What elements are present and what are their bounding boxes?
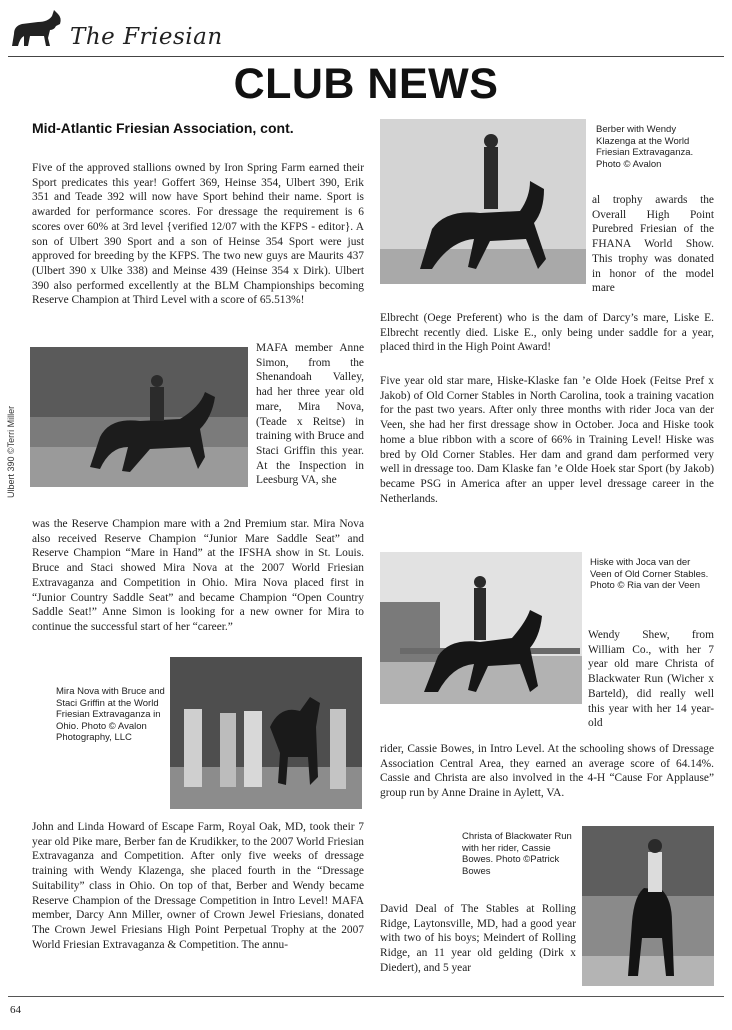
photo-caption: Hiske with Joca van der Veen of Old Corner Stables. Photo © Ria van der Veen: [590, 557, 709, 591]
article-paragraph: John and Linda Howard of Escape Farm, Royal Oak, MD, took their 7 year old Pike mare, Berber fan de Krudikker, to the 2007 World Friesian Extravaganza and Competition. After only five weeks of dressage training with Wendy Klazenga, she placed fourth in the “Dressage Suitability” class in Ohio. On top of that, Berber and Wendy became Reserve Champion of the Dressage Competition in Intro Level! MAFA member, Darcy Ann Miller, owner of Crown Jewel Friesians, donated The Crown Jewel Friesians High Point Perpetual Trophy at the 2007 World Friesian Extravaganza & Competition. The annu-: [32, 821, 364, 951]
photo-ulbert-390: [30, 347, 248, 487]
photo-christa: [582, 826, 714, 986]
article-paragraph: Five year old star mare, Hiske-Klaske fan ’e Olde Hoek (Feitse Pref x Jakob) of Old Corner Stables in North Carolina, took a training vacation for the past two years. After only three months with rider Joca van der Veen, she had her first dressage show in October. Joca and Hiske took home a blue ribbon with a score of 66% in Training Level! Hiske was bred by Old Corner Stables. Her dam and grand dam performed very well in dressage too. Dam Klaske fan ’e Olde Hoek star Sport (by Jakob) became PSG in America after an upper level dressage career in the Netherlands.: [380, 375, 714, 505]
page-number: 64: [10, 1004, 21, 1016]
article-paragraph: Five of the approved stallions owned by Iron Spring Farm earned their Sport predicates this year! Goffert 369, Heinse 354, Ulbert 390, Erik 351 and Teade 392 will now have Sport behind their name. Sport is awarded for performance scores. For dressage the requirement is 6 scores over 60% at 3rd level {verified 12/07 with the KFPS - editor}. A son of Ulbert 390 Sport and a son of Heinse 354 Sport were just approved for breeding by the KFPS. The two new guys are Maurits 437 (Ulbert 390 x Ulke 338) and Meinse 439 (Heinse 354 x Dirk). Ulbert 390 also performed excellently at the BLM Championships becoming Reserve Champion at Third Level with a score of 65.513%!: [32, 162, 364, 307]
magazine-title: The Friesian: [70, 24, 223, 50]
photo-caption: Christa of Blackwater Run with her rider, Cassie Bowes. Photo ©Patrick Bowes: [462, 831, 572, 877]
photo-hiske: [380, 552, 582, 704]
article-paragraph: rider, Cassie Bowes, in Intro Level. At the schooling shows of Dressage Association Central Area, they earned an average score of 64.14%. Cassie and Christa are also involved in the 4-H “Cause For Applause” group run by Anne Draine in Aylett, VA.: [380, 743, 714, 800]
photo-caption: Mira Nova with Bruce and Staci Griffin at the World Friesian Extravaganza in Ohio. Photo © Avalon Photography, LLC: [56, 686, 165, 743]
article-paragraph: Elbrecht (Oege Preferent) who is the dam of Darcy’s mare, Liske E. Elbrecht recently died. Liske E., only being under saddle for a year, placed third in the High Point Award!: [380, 312, 714, 354]
article-paragraph: MAFA member Anne Simon, from the Shenandoah Valley, had her three year old mare, Mira Nova, (Teade x Reitse) in training with Bruce and Staci Griffin this year. At the Inspection in Leesburg VA, she: [256, 342, 364, 487]
article-paragraph: was the Reserve Champion mare with a 2nd Premium star. Mira Nova also received Reserve Champion “Junior Mare Saddle Seat” and Reserve Champion “Mare in Hand” at the IFSHA show in St. Louis. Bruce and Staci showed Mira Nova at the 2007 World Friesian Extravaganza and Competition in Ohio. Mira Nova placed first in “Junior Country Saddle Seat” and became Champion “Open Country Saddle Seat!” Anne Simon is looking for a new owner for Mira to continue the successful start of her “career.”: [32, 518, 364, 633]
friesian-horse-logo-icon: [8, 8, 64, 48]
photo-berber: [380, 119, 586, 284]
photo-caption: Berber with Wendy Klazenga at the World Friesian Extravaganza. Photo © Avalon: [596, 124, 694, 170]
masthead-rule: [8, 56, 724, 57]
page-headline: CLUB NEWS: [233, 60, 499, 108]
footer-rule: [8, 996, 724, 997]
photo-credit-vertical: Ulbert 390 ©Terri Miller: [6, 405, 16, 498]
photo-mira-nova: [170, 657, 362, 809]
article-paragraph: al trophy awards the Overall High Point Purebred Friesian of the FHANA World Show. This trophy was donated in honor of the model mare: [592, 194, 714, 295]
article-paragraph: David Deal of The Stables at Rolling Ridge, Laytonsville, MD, had a good year with two of his boys; Meindert of Rolling Ridge, an 11 year old gelding (Dirk x Diedert), and 5 year: [380, 903, 576, 974]
article-paragraph: Wendy Shew, from William Co., with her 7 year old mare Christa of Blackwater Run (Wicher x Barteld), did really well this year with her 14 year-old: [588, 629, 714, 730]
section-heading: Mid-Atlantic Friesian Association, cont.: [32, 120, 294, 136]
